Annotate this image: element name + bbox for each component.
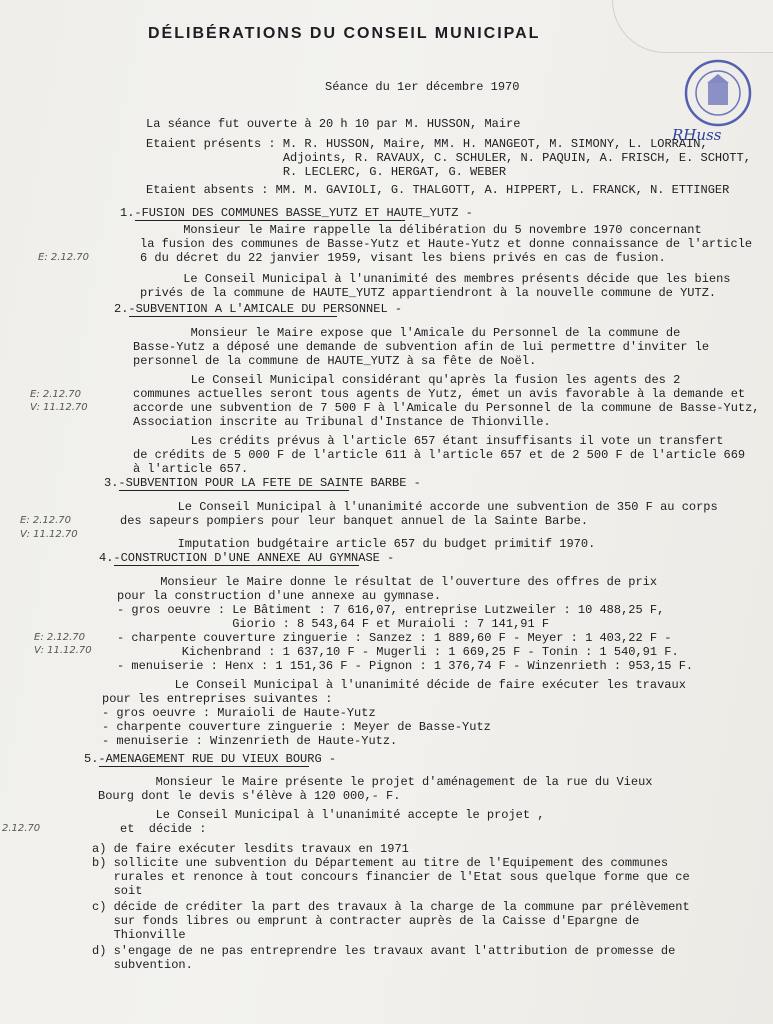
list-item: sur fonds libres ou emprunt à contracter auprès de la Caisse d'Epargne de [92, 914, 640, 928]
list-item: d) s'engage de ne pas entreprendre les travaux avant l'attribution de promesse de [92, 944, 676, 958]
margin-note: V: 11.12.70 [34, 645, 92, 656]
section-line: de crédits de 5 000 F de l'article 611 à l'article 657 et de 2 500 F de l'article 669 [133, 448, 746, 462]
section-line: Le Conseil Municipal à l'unanimité décide de faire exécuter les travaux [117, 678, 686, 692]
list-item: c) décide de créditer la part des travaux à la charge de la commune par prélèvement [92, 900, 690, 914]
section-line: la fusion des communes de Basse-Yutz et Haute-Yutz et donne connaissance de l'article [140, 237, 753, 251]
section-line: des sapeurs pompiers pour leur banquet annuel de la Sainte Barbe. [120, 514, 589, 528]
section-heading: 5.-AMENAGEMENT RUE DU VIEUX BOURG - [84, 752, 337, 766]
section-line: Bourg dont le devis s'élève à 120 000,- F. [98, 789, 401, 803]
section-heading: 1.-FUSION DES COMMUNES BASSE_YUTZ ET HAUTE_YUTZ - [120, 206, 473, 220]
margin-note: V: 11.12.70 [20, 529, 78, 540]
section-line: privés de la commune de HAUTE_YUTZ appartiendront à la nouvelle commune de YUTZ. [140, 286, 717, 300]
margin-note: E: 2.12.70 [30, 389, 82, 400]
page-corner-fold [612, 0, 773, 53]
margin-note: V: 11.12.70 [30, 402, 88, 413]
section-line: - menuiserie : Winzenrieth de Haute-Yutz. [102, 734, 398, 748]
section-line: Basse-Yutz a déposé une demande de subvention afin de lui permettre d'inviter le [133, 340, 710, 354]
list-item: rurales et renonce à tout concours financier de l'Etat sous quelque forme que ce [92, 870, 690, 884]
section-line: 6 du décret du 22 janvier 1959, visant les biens privés en cas de fusion. [140, 251, 666, 265]
section-line: - menuiserie : Henx : 1 151,36 F - Pignon : 1 376,74 F - Winzenrieth : 953,15 F. [117, 659, 694, 673]
margin-note: E: 2.12.70 [38, 252, 90, 263]
heading-underline [135, 220, 405, 221]
section-line: et décide : [120, 822, 207, 836]
section-line: Kichenbrand : 1 637,10 F - Mugerli : 1 669,25 F - Tonin : 1 540,91 F. [117, 645, 679, 659]
intro-line: Adjoints, R. RAVAUX, C. SCHULER, N. PAQUIN, A. FRISCH, E. SCHOTT, [146, 151, 751, 165]
section-line: Monsieur le Maire présente le projet d'aménagement de la rue du Vieux [98, 775, 653, 789]
margin-note: E: 2.12.70 [34, 632, 86, 643]
mairie-stamp-icon [683, 58, 753, 128]
heading-underline [114, 565, 359, 566]
section-line: Le Conseil Municipal à l'unanimité accepte le projet , [98, 808, 545, 822]
section-line: - charpente couverture zinguerie : Meyer de Basse-Yutz [102, 720, 491, 734]
margin-note: 2.12.70 [2, 823, 41, 834]
section-line: personnel de la commune de HAUTE_YUTZ à sa fête de Noël. [133, 354, 537, 368]
list-item: Thionville [92, 928, 186, 942]
document-title: DÉLIBÉRATIONS DU CONSEIL MUNICIPAL [148, 25, 541, 42]
section-line: communes actuelles seront tous agents de Yutz, émet un avis favorable à la demande et [133, 387, 746, 401]
section-line: pour les entreprises suivantes : [102, 692, 333, 706]
list-item: soit [92, 884, 143, 898]
section-line: Le Conseil Municipal à l'unanimité des membres présents décide que les biens [140, 272, 731, 286]
list-item: b) sollicite une subvention du Département au titre de l'Equipement des communes [92, 856, 669, 870]
intro-line: Etaient absents : MM. M. GAVIOLI, G. THALGOTT, A. HIPPERT, L. FRANCK, N. ETTINGER [146, 183, 730, 197]
list-item: a) de faire exécuter lesdits travaux en 1971 [92, 842, 409, 856]
section-heading: 3.-SUBVENTION POUR LA FETE DE SAINTE BARBE - [104, 476, 421, 490]
section-line: Les crédits prévus à l'article 657 étant insuffisants il vote un transfert [133, 434, 724, 448]
heading-underline [119, 490, 349, 491]
section-line: Association inscrite au Tribunal d'Instance de Thionville. [133, 415, 551, 429]
section-line: - charpente couverture zinguerie : Sanzez : 1 889,60 F - Meyer : 1 403,22 F - [117, 631, 672, 645]
section-line: accorde une subvention de 7 500 F à l'Amicale du Personnel de la commune de Basse-Yutz, [133, 401, 760, 415]
seance-date: Séance du 1er décembre 1970 [325, 80, 520, 94]
section-heading: 2.-SUBVENTION A L'AMICALE DU PERSONNEL - [114, 302, 403, 316]
mayor-signature: RHuss [672, 126, 722, 144]
section-line: Giorio : 8 543,64 F et Muraioli : 7 141,91 F [117, 617, 550, 631]
section-heading: 4.-CONSTRUCTION D'UNE ANNEXE AU GYMNASE - [99, 551, 395, 565]
section-line: Le Conseil Municipal à l'unanimité accorde une subvention de 350 F au corps [120, 500, 718, 514]
margin-note: E: 2.12.70 [20, 515, 72, 526]
section-line: Monsieur le Maire donne le résultat de l'ouverture des offres de prix [117, 575, 658, 589]
section-line: - gros oeuvre : Le Bâtiment : 7 616,07, entreprise Lutzweiler : 10 488,25 F, [117, 603, 665, 617]
section-line: à l'article 657. [133, 462, 249, 476]
section-line: Monsieur le Maire rappelle la délibération du 5 novembre 1970 concernant [140, 223, 702, 237]
section-line: Le Conseil Municipal considérant qu'après la fusion les agents des 2 [133, 373, 681, 387]
intro-line: Etaient présents : M. R. HUSSON, Maire, MM. H. MANGEOT, M. SIMONY, L. LORRAIN, [146, 137, 708, 151]
intro-line: La séance fut ouverte à 20 h 10 par M. HUSSON, Maire [146, 117, 521, 131]
section-line: - gros oeuvre : Muraioli de Haute-Yutz [102, 706, 376, 720]
heading-underline [129, 316, 337, 317]
list-item: subvention. [92, 958, 193, 972]
section-line: Monsieur le Maire expose que l'Amicale du Personnel de la commune de [133, 326, 681, 340]
intro-line: R. LECLERC, G. HERGAT, G. WEBER [146, 165, 507, 179]
section-line: pour la construction d'une annexe au gymnase. [117, 589, 442, 603]
heading-underline [99, 766, 309, 767]
section-line: Imputation budgétaire article 657 du budget primitif 1970. [120, 537, 596, 551]
